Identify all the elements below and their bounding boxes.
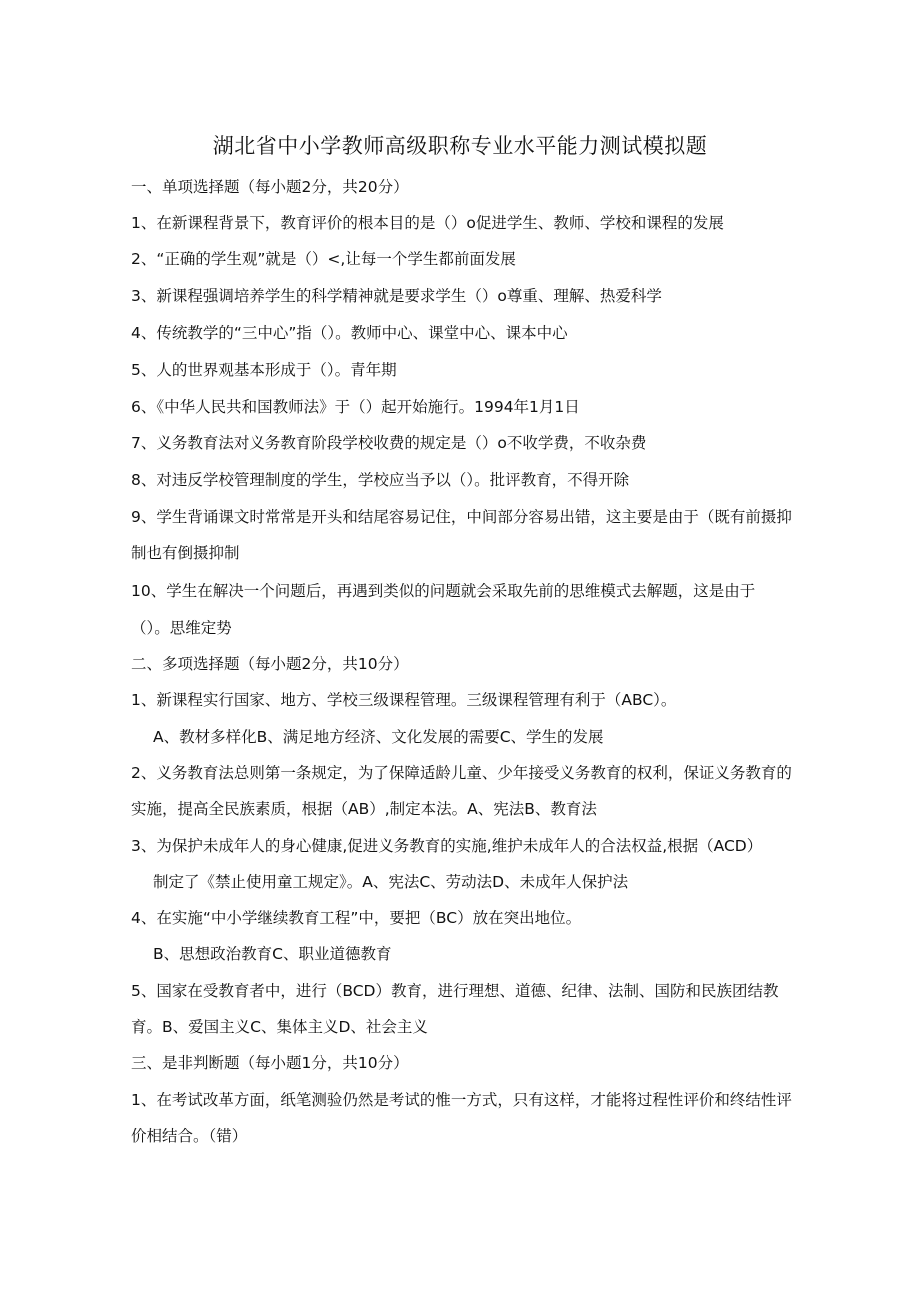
question-line: 9、学生背诵课文时常常是开头和结尾容易记住，中间部分容易出错，这主要是由于（既有前摄抑 (131, 508, 792, 526)
question-line: 10、学生在解决一个问题后，再遇到类似的问题就会采取先前的思维模式去解题，这是由于 (131, 582, 756, 600)
section-heading-multiple-choice: 二、多项选择题（每小题2分，共10分） (131, 655, 409, 673)
question-line: 2、义务教育法总则第一条规定，为了保障适龄儿童、少年接受义务教育的权利，保证义务教育的 (131, 764, 792, 782)
question-line: 5、人的世界观基本形成于（）。青年期 (131, 361, 397, 379)
question-line: 1、在新课程背景下，教育评价的根本目的是（）o促进学生、教师、学校和课程的发展 (131, 214, 724, 232)
question-line: 4、在实施“中小学继续教育工程”中，要把（BC）放在突出地位。 (131, 909, 582, 927)
question-line: 1、新课程实行国家、地方、学校三级课程管理。三级课程管理有利于（ABC）。 (131, 691, 677, 709)
section-heading-single-choice: 一、单项选择题（每小题2分，共20分） (131, 178, 409, 196)
question-line: 7、义务教育法对义务教育阶段学校收费的规定是（）o不收学费，不收杂费 (131, 434, 647, 452)
question-line: 8、对违反学校管理制度的学生，学校应当予以（）。批评教育，不得开除 (131, 471, 630, 489)
section-heading-true-false: 三、是非判断题（每小题1分，共10分） (131, 1054, 409, 1072)
question-line-continued: 育。B、爱国主义C、集体主义D、社会主义 (131, 1018, 428, 1036)
question-line: 5、国家在受教育者中，进行（BCD）教育，进行理想、道德、纪律、法制、国防和民族团结教 (131, 982, 779, 1000)
question-line: 3、新课程强调培养学生的科学精神就是要求学生（）o尊重、理解、热爱科学 (131, 287, 662, 305)
question-line-continued: 实施，提高全民族素质，根据（AB）,制定本法。A、宪法B、教育法 (131, 800, 597, 818)
question-line: 1、在考试改革方面，纸笔测验仍然是考试的惟一方式，只有这样，才能将过程性评价和终结性评 (131, 1091, 792, 1109)
question-line: 3、为保护未成年人的身心健康,促进义务教育的实施,维护未成年人的合法权益,根据（ACD） (131, 837, 763, 855)
question-line: 2、“正确的学生观”就是（）<,让每一个学生都前面发展 (131, 250, 516, 268)
document-title: 湖北省中小学教师高级职称专业水平能力测试模拟题 (212, 134, 708, 158)
question-line: 6、《中华人民共和国教师法》于（）起开始施行。1994年1月1日 (131, 398, 580, 416)
answer-options-line: 制定了《禁止使用童工规定》。A、宪法C、劳动法D、未成年人保护法 (153, 873, 629, 891)
question-line-continued: 价相结合。（错） (131, 1127, 248, 1145)
question-line-continued: 制也有倒摄抑制 (131, 544, 240, 562)
answer-options-line: B、思想政治教育C、职业道德教育 (153, 945, 392, 963)
question-line: 4、传统教学的“三中心”指（）。教师中心、课堂中心、课本中心 (131, 324, 568, 342)
answer-options-line: A、教材多样化B、满足地方经济、文化发展的需要C、学生的发展 (153, 728, 604, 746)
question-line-continued: （）。思维定势 (131, 619, 232, 637)
